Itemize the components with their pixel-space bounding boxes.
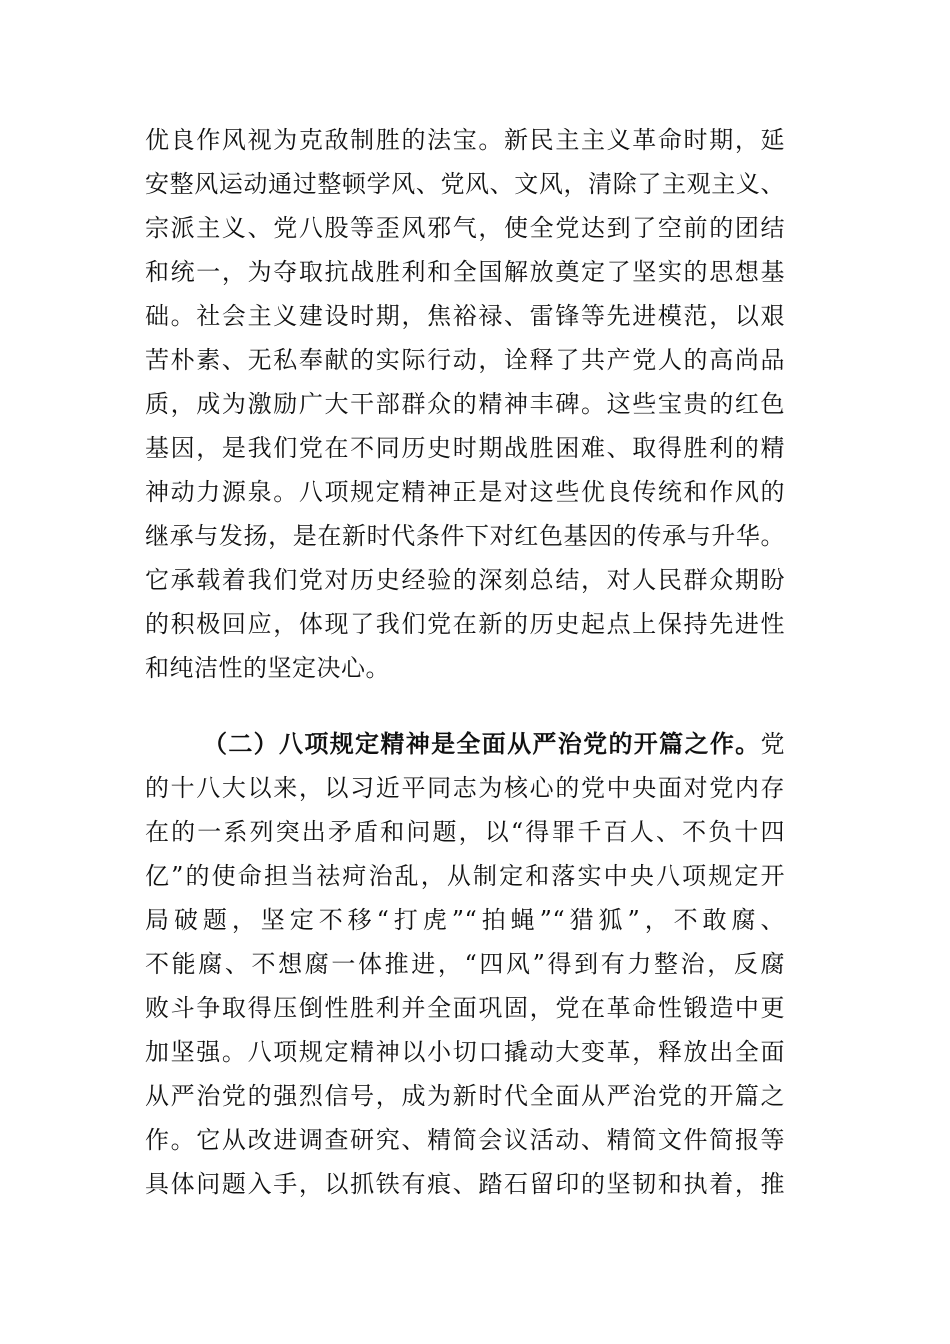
text-line: 和纯洁性的坚定决心。 [145,654,390,682]
text-line: 苦朴素、无私奉献的实际行动，诠释了共产党人的高尚品 [145,346,785,374]
text-line: 基因，是我们党在不同历史时期战胜困难、取得胜利的精 [145,434,785,462]
text-line: 神动力源泉。八项规定精神正是对这些优良传统和作风的 [145,478,785,506]
text-line: 亿”的使命担当祛疴治乱，从制定和落实中央八项规定开 [145,862,785,890]
heading-trailing-text: 党 [760,730,785,758]
text-line: 安整风运动通过整顿学风、党风、文风，清除了主观主义、 [145,170,785,198]
text-line: 继承与发扬，是在新时代条件下对红色基因的传承与升华。 [145,522,785,550]
paragraph-eight-rules [145,722,785,1206]
text-line: 础。社会主义建设时期，焦裕禄、雷锋等先进模范，以艰 [145,302,785,330]
text-line: 它承载着我们党对历史经验的深刻总结，对人民群众期盼 [145,566,785,594]
text-line: 优良作风视为克敌制胜的法宝。新民主主义革命时期，延 [145,126,785,154]
text-line: 局破题，坚定不移“打虎”“拍蝇”“猎狐”，不敢腐、 [145,906,785,934]
text-line: 从严治党的强烈信号，成为新时代全面从严治党的开篇之 [145,1082,785,1110]
text-line: 不能腐、不想腐一体推进，“四风”得到有力整治，反腐 [145,950,785,978]
text-line: 的积极回应，体现了我们党在新的历史起点上保持先进性 [145,610,785,638]
text-line: 败斗争取得压倒性胜利并全面巩固，党在革命性锻造中更 [145,994,785,1022]
text-line: 作。它从改进调查研究、精简会议活动、精简文件简报等 [145,1126,785,1154]
text-line: 具体问题入手，以抓铁有痕、踏石留印的坚韧和执着，推 [145,1170,785,1198]
text-line: 在的一系列突出矛盾和问题，以“得罪千百人、不负十四 [145,818,785,846]
paragraph-red-gene [145,118,785,690]
text-line: 质，成为激励广大干部群众的精神丰碑。这些宝贵的红色 [145,390,785,418]
text-line: 和统一，为夺取抗战胜利和全国解放奠定了坚实的思想基 [145,258,785,286]
text-line: 宗派主义、党八股等歪风邪气，使全党达到了空前的团结 [145,214,785,242]
text-line: 的十八大以来，以习近平同志为核心的党中央面对党内存 [145,774,785,802]
section-heading-line [145,722,785,766]
text-line: 加坚强。八项规定精神以小切口撬动大变革，释放出全面 [145,1038,785,1066]
section-heading: （二）八项规定精神是全面从严治党的开篇之作。 [203,729,761,758]
